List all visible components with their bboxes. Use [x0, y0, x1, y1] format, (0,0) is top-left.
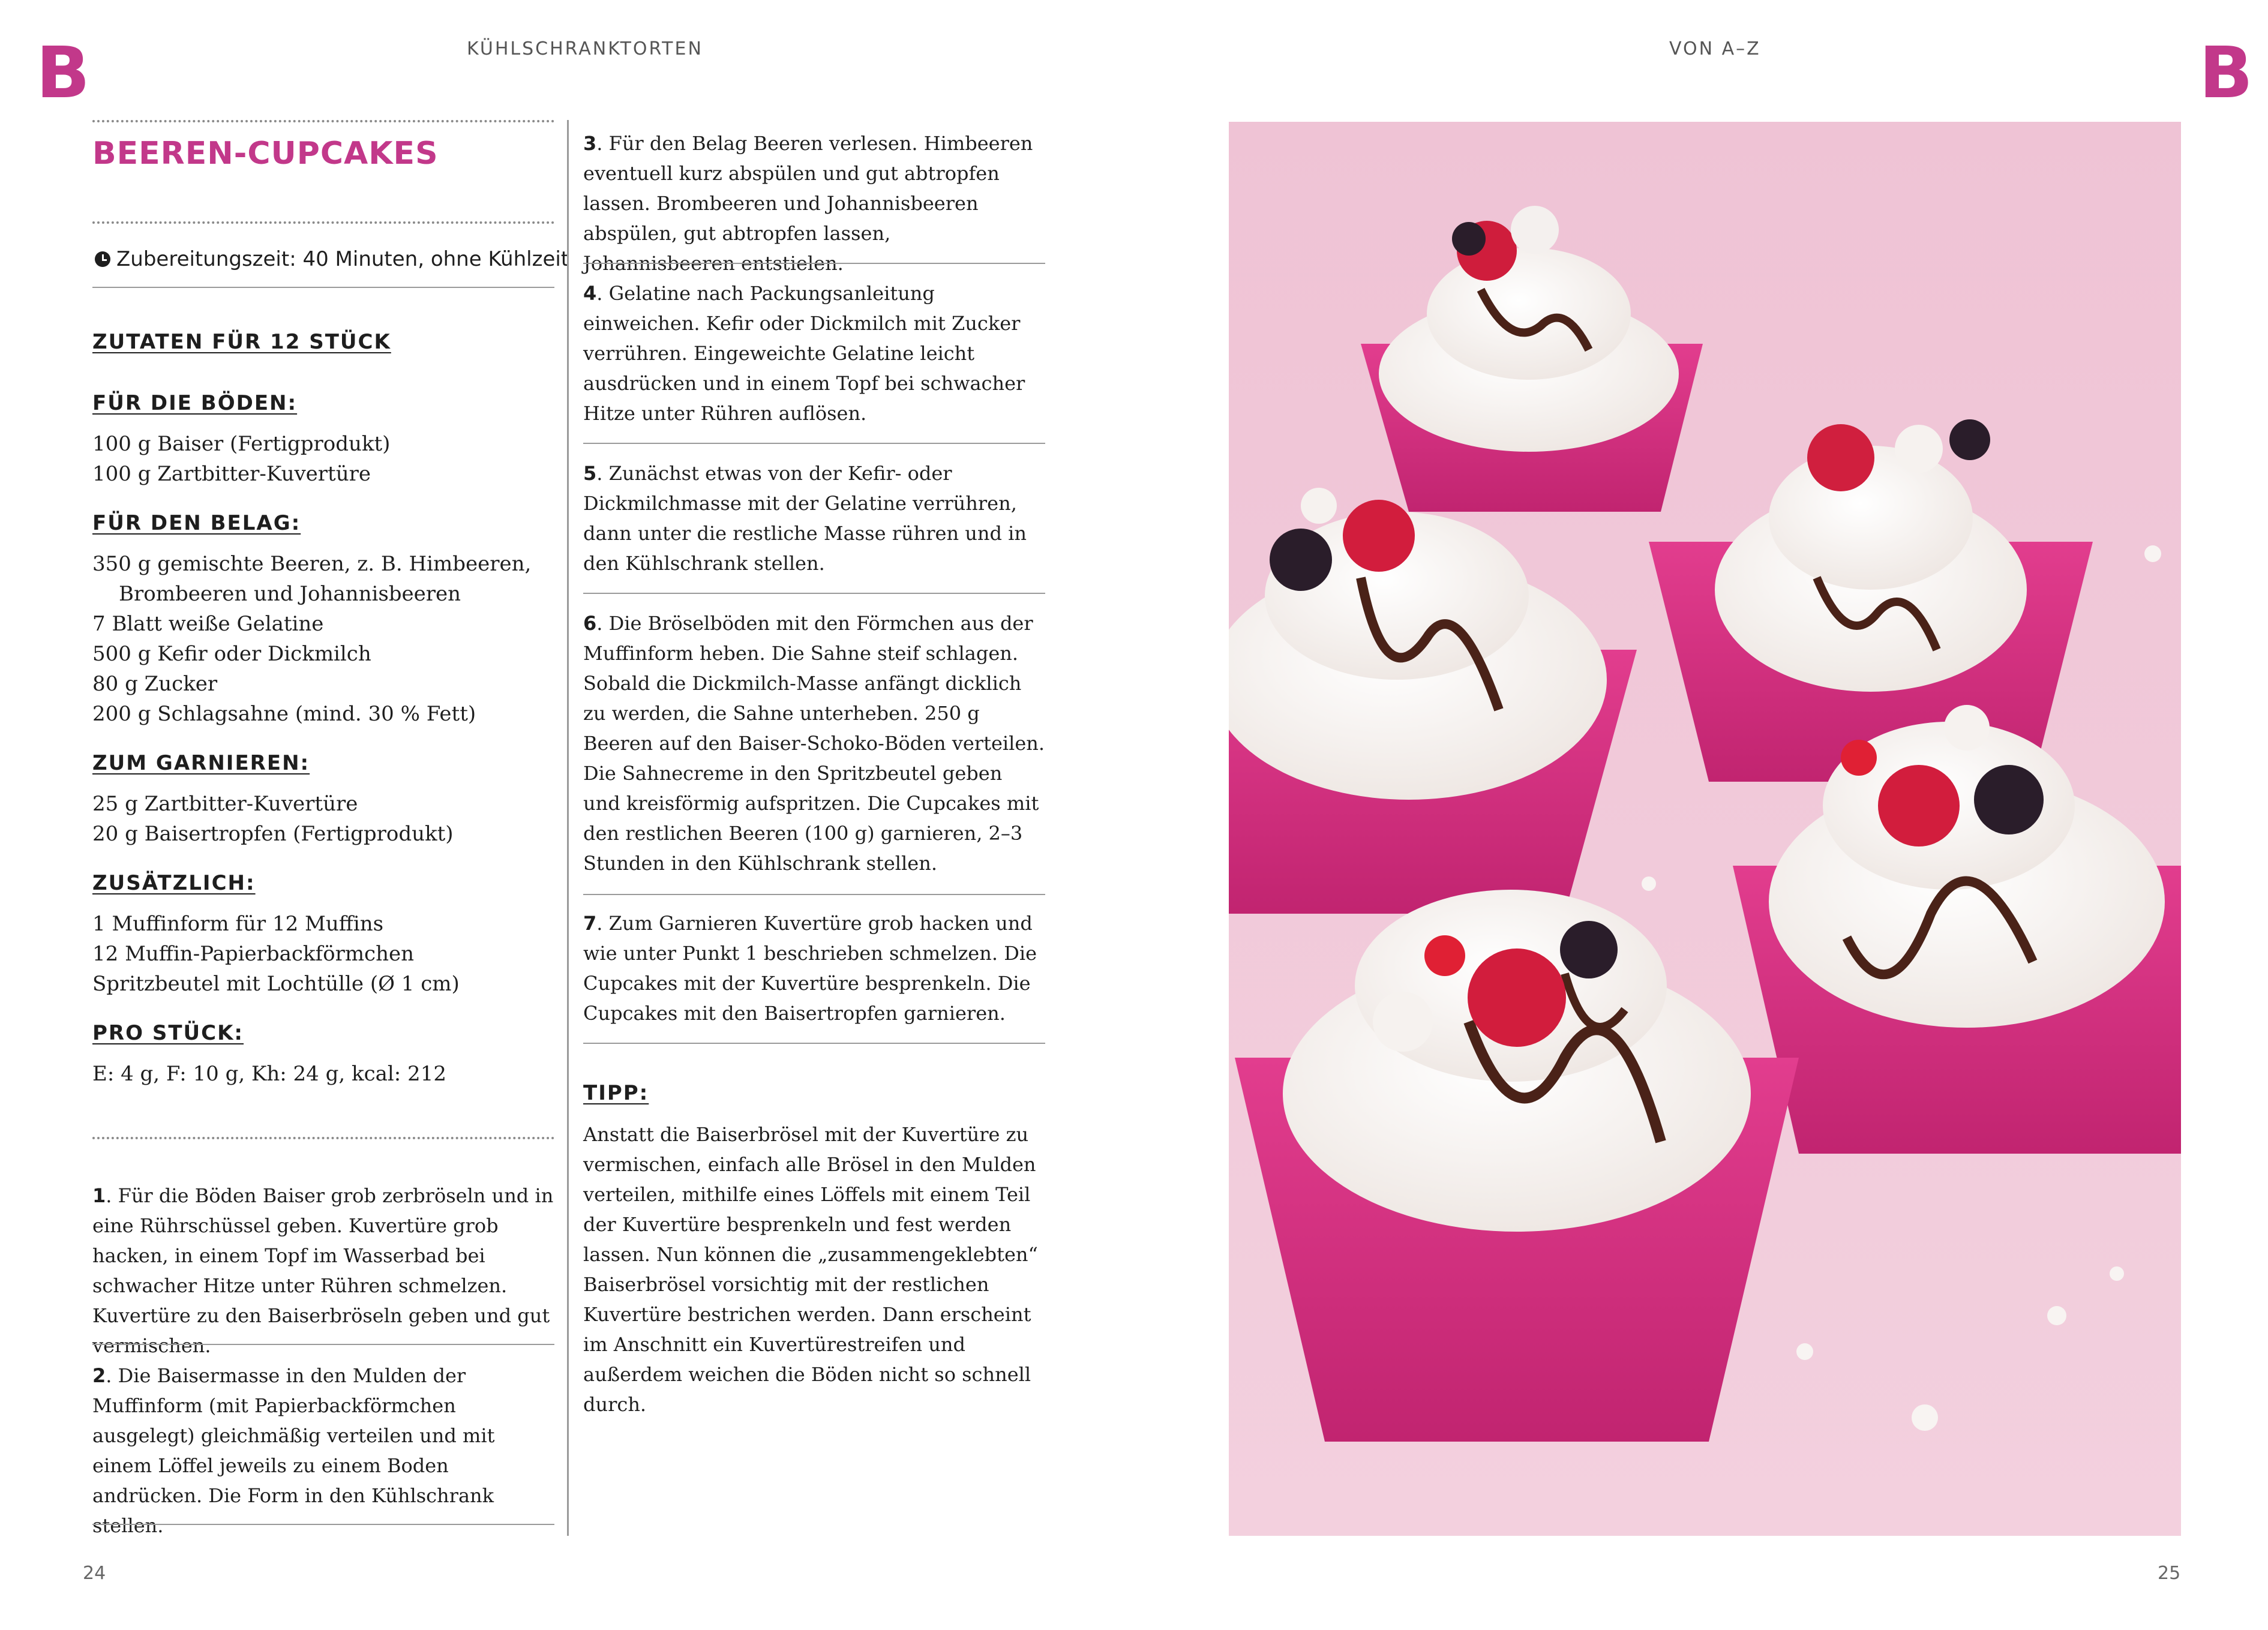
step-number: 3 — [583, 132, 597, 155]
section-heading: ZUM GARNIEREN: — [92, 751, 310, 775]
list-item: 12 Muffin-Papierbackförmchen — [92, 942, 415, 966]
section-heading: ZUSÄTZLICH: — [92, 871, 256, 895]
divider — [583, 263, 1045, 264]
divider — [583, 1043, 1045, 1044]
prep-time — [95, 247, 569, 271]
step-text: . Zunächst etwas von der Kefir- oder Dickmilchmasse mit der Gelatine verrühren, dann unter die restliche Masse rühren und in den Kühlschrank stellen. — [583, 462, 1027, 575]
page-number-right: 25 — [2158, 1563, 2181, 1584]
column-separator — [567, 120, 569, 1536]
step-number: 1 — [92, 1184, 106, 1207]
divider — [92, 1137, 554, 1139]
step-text: . Gelatine nach Packungsanleitung einweichen. Kefir oder Dickmilch mit Zucker verrühren. Eingeweichte Gelatine leicht ausdrücken und in einem Topf bei schwacher Hitze unter Rühren auflösen. — [583, 282, 1025, 425]
list-item: 200 g Schlagsahne (mind. 30 % Fett) — [92, 702, 476, 726]
ingredient-list — [92, 429, 554, 489]
list-item: 25 g Zartbitter-Kuvertüre — [92, 792, 358, 816]
divider — [92, 1344, 554, 1345]
step-text: . Die Baisermasse in den Mulden der Muffinform (mit Papierbackförmchen ausgelegt) gleichmäßig verteilen und mit einem Löffel jeweils zu einem Boden andrücken. Die Form in den Kühlschrank stellen. — [92, 1364, 495, 1537]
ingredient-list — [92, 549, 548, 729]
tip-heading: TIPP: — [583, 1081, 649, 1105]
page-number-left: 24 — [83, 1563, 106, 1584]
step-1 — [92, 1181, 554, 1361]
divider — [583, 894, 1045, 895]
step-number: 6 — [583, 612, 597, 635]
step-2 — [92, 1361, 554, 1541]
list-item: 350 g gemischte Beeren, z. B. Himbeeren, Brombeeren und Johannisbeeren — [92, 552, 532, 606]
running-head-right: VON A–Z — [1669, 38, 1761, 59]
list-item: 20 g Baisertropfen (Fertigprodukt) — [92, 822, 454, 846]
step-text: . Die Bröselböden mit den Förmchen aus der Muffinform heben. Die Sahne steif schlagen. Sobald die Dickmilch-Masse anfängt dicklich zu werden, die Sahne unterheben. 250 g Beeren auf den Baiser-Schoko-Böden verteilen. Die Sahnecreme in den Spritzbeutel geben und kreisförmig aufspritzen. Die Cupcakes mit den restlichen Beeren (100 g) garnieren, 2–3 Stunden in den Kühlschrank stellen. — [583, 612, 1045, 875]
ingredient-list — [92, 909, 554, 999]
clock-icon — [95, 251, 110, 267]
ingredient-list — [92, 1059, 554, 1089]
prep-time-value: : 40 Minuten, ohne Kühlzeit — [289, 247, 569, 271]
step-3 — [583, 128, 1045, 278]
divider — [92, 221, 554, 224]
cupcakes-photo — [1229, 122, 2181, 1536]
prep-time-label: Zubereitungszeit — [116, 247, 290, 271]
divider — [92, 1524, 554, 1525]
divider — [92, 120, 554, 122]
step-number: 4 — [583, 282, 597, 305]
step-4 — [583, 278, 1045, 428]
section-heading: FÜR DIE BÖDEN: — [92, 391, 298, 415]
list-item: 80 g Zucker — [92, 672, 218, 696]
step-number: 2 — [92, 1364, 106, 1387]
step-5 — [583, 458, 1045, 578]
list-item: 100 g Zartbitter-Kuvertüre — [92, 462, 371, 486]
recipe-title: BEEREN-CUPCAKES — [92, 136, 439, 172]
divider — [92, 287, 554, 288]
tip-text: Anstatt die Baiserbrösel mit der Kuvertüre zu vermischen, einfach alle Brösel in den Mulden verteilen, mithilfe eines Löffels mit einem Teil der Kuvertüre besprenkeln und fest werden lassen. Nun können die „zusammengeklebten“ Baiserbrösel vorsichtig mit der restlichen Kuvertüre bestrichen werden. Dann erscheint im Anschnitt ein Kuvertürestreifen und außerdem weichen die Böden nicht so schnell durch. — [583, 1123, 1038, 1416]
running-head-left: KÜHLSCHRANKTORTEN — [467, 38, 703, 59]
list-item: 500 g Kefir oder Dickmilch — [92, 642, 371, 666]
list-item: 100 g Baiser (Fertigprodukt) — [92, 432, 391, 456]
step-number: 5 — [583, 462, 597, 485]
step-6 — [583, 608, 1045, 878]
list-item: 7 Blatt weiße Gelatine — [92, 612, 324, 636]
chapter-letter-left: B — [36, 31, 90, 114]
step-text: . Zum Garnieren Kuvertüre grob hacken und wie unter Punkt 1 beschrieben schmelzen. Die Cupcakes mit der Kuvertüre besprenkeln. Die Cupcakes mit den Baisertropfen garnieren. — [583, 912, 1037, 1025]
chapter-letter-right: B — [2199, 31, 2253, 114]
list-item: E: 4 g, F: 10 g, Kh: 24 g, kcal: 212 — [92, 1062, 446, 1086]
step-number: 7 — [583, 912, 597, 935]
step-text: . Für den Belag Beeren verlesen. Himbeeren eventuell kurz abspülen und gut abtropfen lassen. Brombeeren und Johannisbeeren abspülen, gut abtropfen lassen, Johannisbeeren entstielen. — [583, 132, 1033, 275]
section-heading: PRO STÜCK: — [92, 1021, 244, 1045]
ingredient-list — [92, 789, 554, 849]
step-text: . Für die Böden Baiser grob zerbröseln und in eine Rührschüssel geben. Kuvertüre grob hacken, in einem Topf im Wasserbad bei schwacher Hitze unter Rühren schmelzen. Kuvertüre zu den Baiserbröseln geben und gut vermischen. — [92, 1184, 554, 1357]
section-heading: FÜR DEN BELAG: — [92, 511, 301, 535]
divider — [583, 593, 1045, 594]
list-item: 1 Muffinform für 12 Muffins — [92, 912, 384, 936]
step-7 — [583, 908, 1045, 1028]
list-item: Spritzbeutel mit Lochtülle (Ø 1 cm) — [92, 972, 460, 996]
divider — [583, 443, 1045, 444]
ingredients-heading: ZUTATEN FÜR 12 STÜCK — [92, 330, 391, 354]
